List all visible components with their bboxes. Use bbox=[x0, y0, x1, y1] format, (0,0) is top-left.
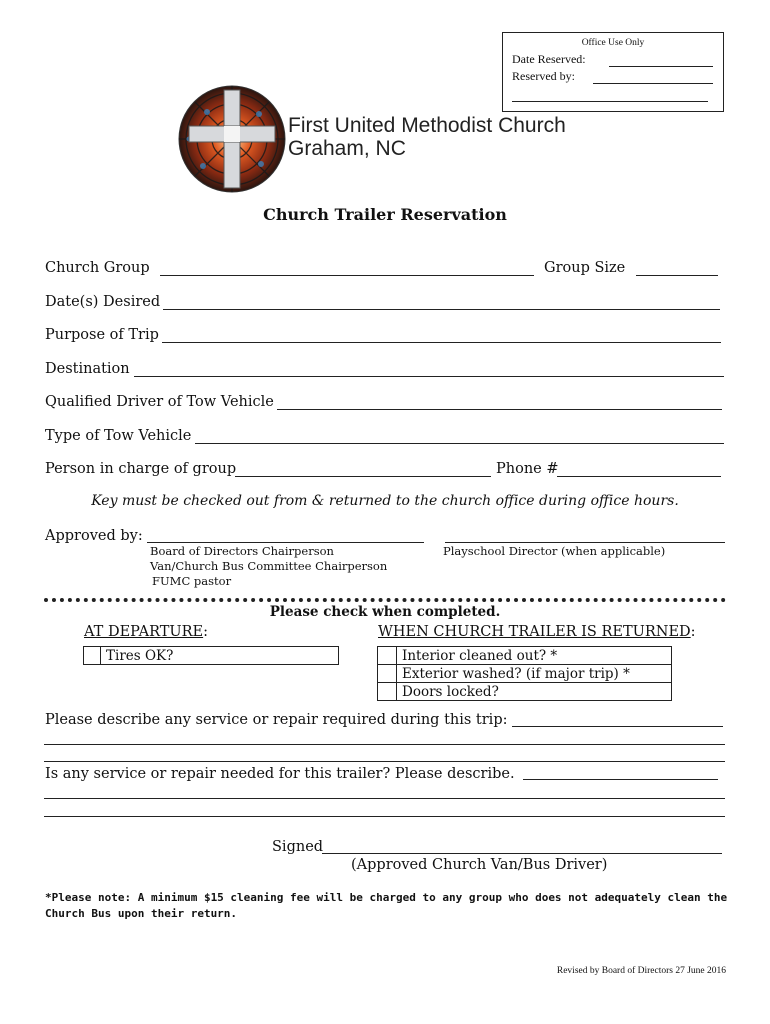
approval-signature-line-right[interactable] bbox=[445, 542, 725, 543]
reserved-by-line[interactable] bbox=[593, 83, 713, 84]
person-in-charge-label: Person in charge of group bbox=[45, 461, 237, 477]
key-notice: Key must be checked out from & returned to the church office during office hours. bbox=[91, 493, 679, 509]
dotted-divider bbox=[44, 598, 726, 602]
destination-field[interactable] bbox=[134, 376, 724, 377]
church-logo bbox=[177, 84, 287, 194]
church-group-field[interactable] bbox=[160, 275, 534, 276]
return-checklist bbox=[377, 646, 672, 701]
church-group-label: Church Group bbox=[45, 260, 150, 276]
checklist-heading: Please check when completed. bbox=[269, 604, 501, 620]
return-heading bbox=[378, 623, 696, 641]
purpose-label: Purpose of Trip bbox=[45, 327, 159, 343]
church-name: First United Methodist Church bbox=[288, 114, 566, 137]
revision-note: Revised by Board of Directors 27 June 2016 bbox=[556, 966, 726, 976]
destination-label: Destination bbox=[45, 361, 130, 377]
tires-label: Tires OK? bbox=[106, 648, 174, 664]
driver-field[interactable] bbox=[277, 409, 722, 410]
interior-label: Interior cleaned out? * bbox=[402, 648, 558, 664]
exterior-label: Exterior washed? (if major trip) * bbox=[402, 666, 630, 682]
phone-label: Phone # bbox=[496, 461, 559, 477]
phone-field[interactable] bbox=[557, 476, 721, 477]
group-size-label: Group Size bbox=[544, 260, 626, 276]
page-title: Church Trailer Reservation bbox=[263, 205, 507, 224]
signature-field[interactable] bbox=[322, 853, 722, 854]
purpose-field[interactable] bbox=[162, 342, 721, 343]
playschool-director-role: Playschool Director (when applicable) bbox=[443, 544, 666, 558]
office-use-heading: Office Use Only bbox=[581, 38, 645, 48]
driver-label: Qualified Driver of Tow Vehicle bbox=[45, 394, 274, 410]
date-reserved-line[interactable] bbox=[609, 66, 713, 67]
approval-signature-line-left[interactable] bbox=[147, 542, 424, 543]
exterior-checkbox[interactable] bbox=[377, 664, 397, 683]
dates-desired-field[interactable] bbox=[163, 309, 720, 310]
office-use-box bbox=[502, 32, 724, 112]
reserved-by-label: Reserved by: bbox=[512, 69, 575, 83]
fee-note: *Please note: A minimum $15 cleaning fee will be charged to any group who does not adequately clean the Church Bus upon their return. bbox=[45, 891, 728, 920]
tow-vehicle-field[interactable] bbox=[195, 443, 724, 444]
return-heading-text: WHEN CHURCH TRAILER IS RETURNED bbox=[378, 624, 691, 640]
group-size-field[interactable] bbox=[636, 275, 718, 276]
tow-vehicle-label: Type of Tow Vehicle bbox=[45, 428, 192, 444]
stained-glass-cross-icon bbox=[177, 84, 287, 194]
approved-by-label: Approved by: bbox=[45, 528, 143, 544]
date-reserved-label: Date Reserved: bbox=[512, 52, 586, 66]
office-extra-line[interactable] bbox=[512, 101, 708, 102]
signature-caption: (Approved Church Van/Bus Driver) bbox=[351, 857, 608, 873]
departure-checklist bbox=[83, 646, 339, 665]
service-during-trip-field[interactable] bbox=[512, 726, 723, 727]
person-in-charge-field[interactable] bbox=[235, 476, 491, 477]
church-location: Graham, NC bbox=[288, 137, 406, 160]
approver-role: Van/Church Bus Committee Chairperson bbox=[150, 559, 388, 573]
departure-heading-colon: : bbox=[203, 624, 209, 640]
approver-role: Board of Directors Chairperson bbox=[150, 544, 334, 558]
signed-label: Signed bbox=[272, 839, 324, 855]
tires-checkbox[interactable] bbox=[83, 646, 101, 665]
service-needed-field[interactable] bbox=[44, 816, 725, 817]
service-needed-field[interactable] bbox=[44, 798, 725, 799]
service-needed-label: Is any service or repair needed for this trailer? Please describe. bbox=[45, 766, 515, 782]
departure-heading bbox=[84, 623, 208, 641]
doors-label: Doors locked? bbox=[402, 684, 499, 700]
service-during-trip-label: Please describe any service or repair required during this trip: bbox=[45, 712, 508, 728]
doors-checkbox[interactable] bbox=[377, 682, 397, 701]
interior-checkbox[interactable] bbox=[377, 646, 397, 665]
service-during-trip-field[interactable] bbox=[44, 761, 725, 762]
approver-role: FUMC pastor bbox=[152, 574, 232, 588]
dates-desired-label: Date(s) Desired bbox=[45, 294, 161, 310]
departure-heading-text: AT DEPARTURE bbox=[84, 624, 204, 640]
service-needed-field[interactable] bbox=[523, 779, 718, 780]
return-heading-colon: : bbox=[690, 624, 696, 640]
service-during-trip-field[interactable] bbox=[44, 744, 725, 745]
